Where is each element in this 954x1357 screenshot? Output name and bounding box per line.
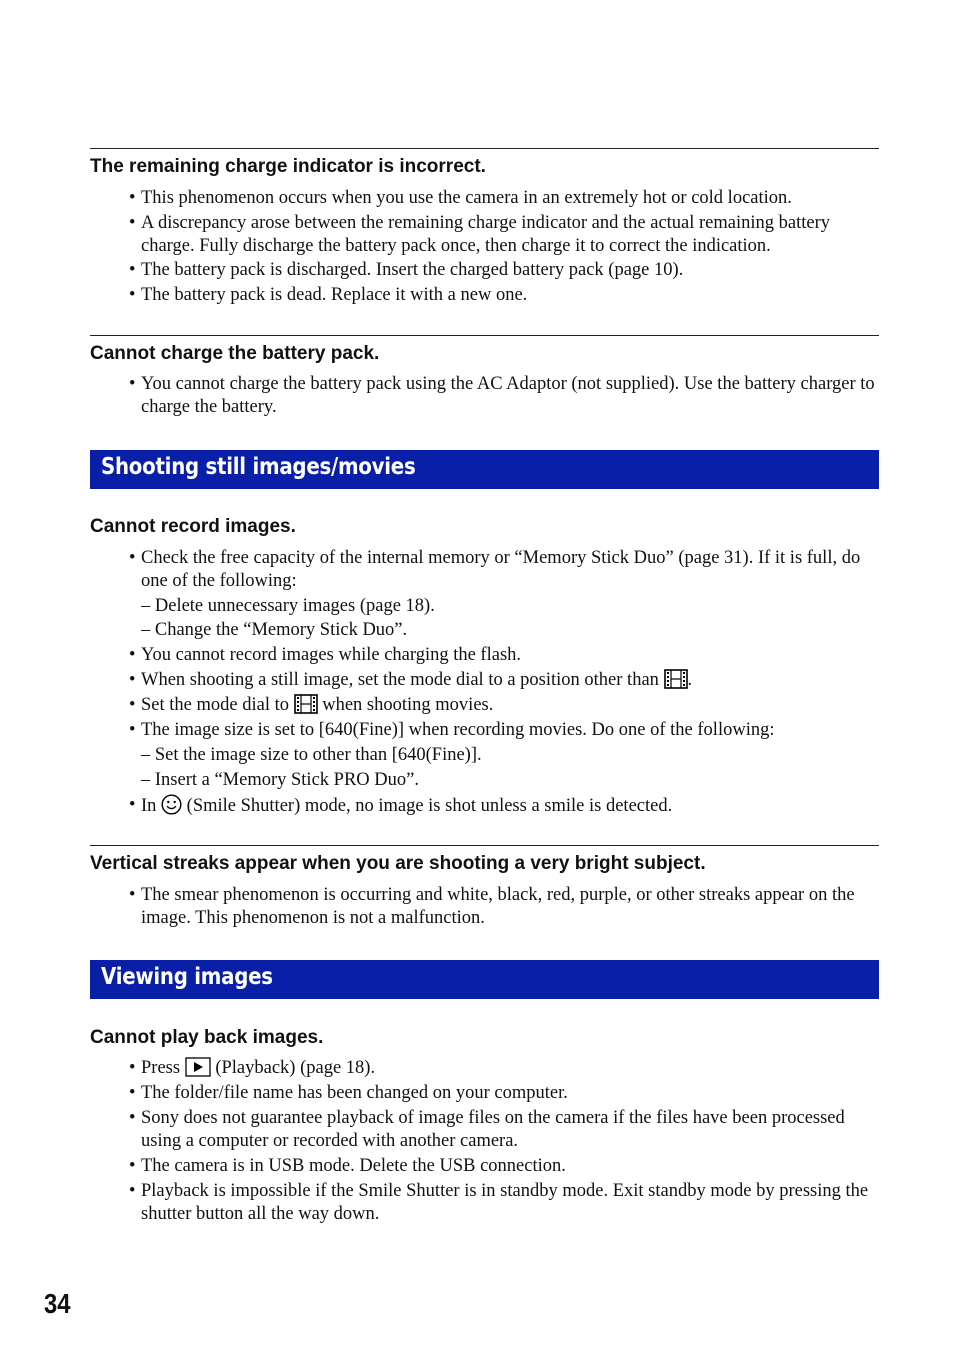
playback-icon [185,1057,211,1077]
list-item: • The battery pack is discharged. Insert the charged battery pack (page 10). [129,260,684,280]
section-divider [90,148,879,149]
page-number: 34 [44,1288,71,1319]
section-heading-cannot-charge: Cannot charge the battery pack. [90,343,380,364]
movie-mode-icon [664,669,688,689]
smile-shutter-icon [161,794,182,815]
section-divider [90,845,879,846]
list-item: • Sony does not guarantee playback of image files on the camera if the files have been processed using a computer or recorded with another camera. [129,1108,845,1151]
list-item: • The battery pack is dead. Replace it with a new one. [129,285,528,305]
list-item: • You cannot charge the battery pack using the AC Adaptor (not supplied). Use the battery charger to charge the battery. [129,374,875,417]
section-heading-cannot-play-back: Cannot play back images. [90,1027,324,1048]
list-item: • The camera is in USB mode. Delete the USB connection. [129,1156,566,1176]
list-item: • You cannot record images while charging the flash. [129,645,522,665]
sub-list-item: – Set the image size to other than [640(Fine)]. [141,745,482,765]
sub-list-item: – Delete unnecessary images (page 18). [141,596,435,616]
list-item: • When shooting a still image, set the mode dial to a position other than . [129,670,693,690]
list-item: • In (Smile Shutter) mode, no image is shot unless a smile is detected. [129,795,673,816]
list-item: • This phenomenon occurs when you use the camera in an extremely hot or cold location. [129,188,792,208]
section-divider [90,335,879,336]
section-heading-cannot-record: Cannot record images. [90,516,296,537]
list-item: • Set the mode dial to when shooting movies. [129,695,494,715]
sub-list-item: – Insert a “Memory Stick PRO Duo”. [141,770,419,790]
list-item: • Press (Playback) (page 18). [129,1058,376,1078]
list-item: • Playback is impossible if the Smile Shutter is in standby mode. Exit standby mode by pressing the shutter button all the way down. [129,1181,869,1224]
list-item: • Check the free capacity of the internal memory or “Memory Stick Duo” (page 31). If it is full, do one of the following: [129,548,861,591]
section-heading-charge-indicator: The remaining charge indicator is incorrect. [90,156,486,177]
section-heading-vertical-streaks: Vertical streaks appear when you are shooting a very bright subject. [90,853,706,874]
sub-list-item: – Change the “Memory Stick Duo”. [141,620,408,640]
list-item: • The image size is set to [640(Fine)] when recording movies. Do one of the following: [129,720,775,740]
movie-mode-icon [294,694,318,714]
list-item: • The smear phenomenon is occurring and white, black, red, purple, or other streaks appear on the image. This phenomenon is not a malfunction. [129,885,855,928]
chapter-banner-shooting: Shooting still images/movies [90,450,879,489]
list-item: • A discrepancy arose between the remaining charge indicator and the actual remaining battery charge. Fully discharge the battery pack once, then charge it to correct the indication. [129,213,831,256]
list-item: • The folder/file name has been changed on your computer. [129,1083,568,1103]
chapter-banner-viewing: Viewing images [90,960,879,999]
